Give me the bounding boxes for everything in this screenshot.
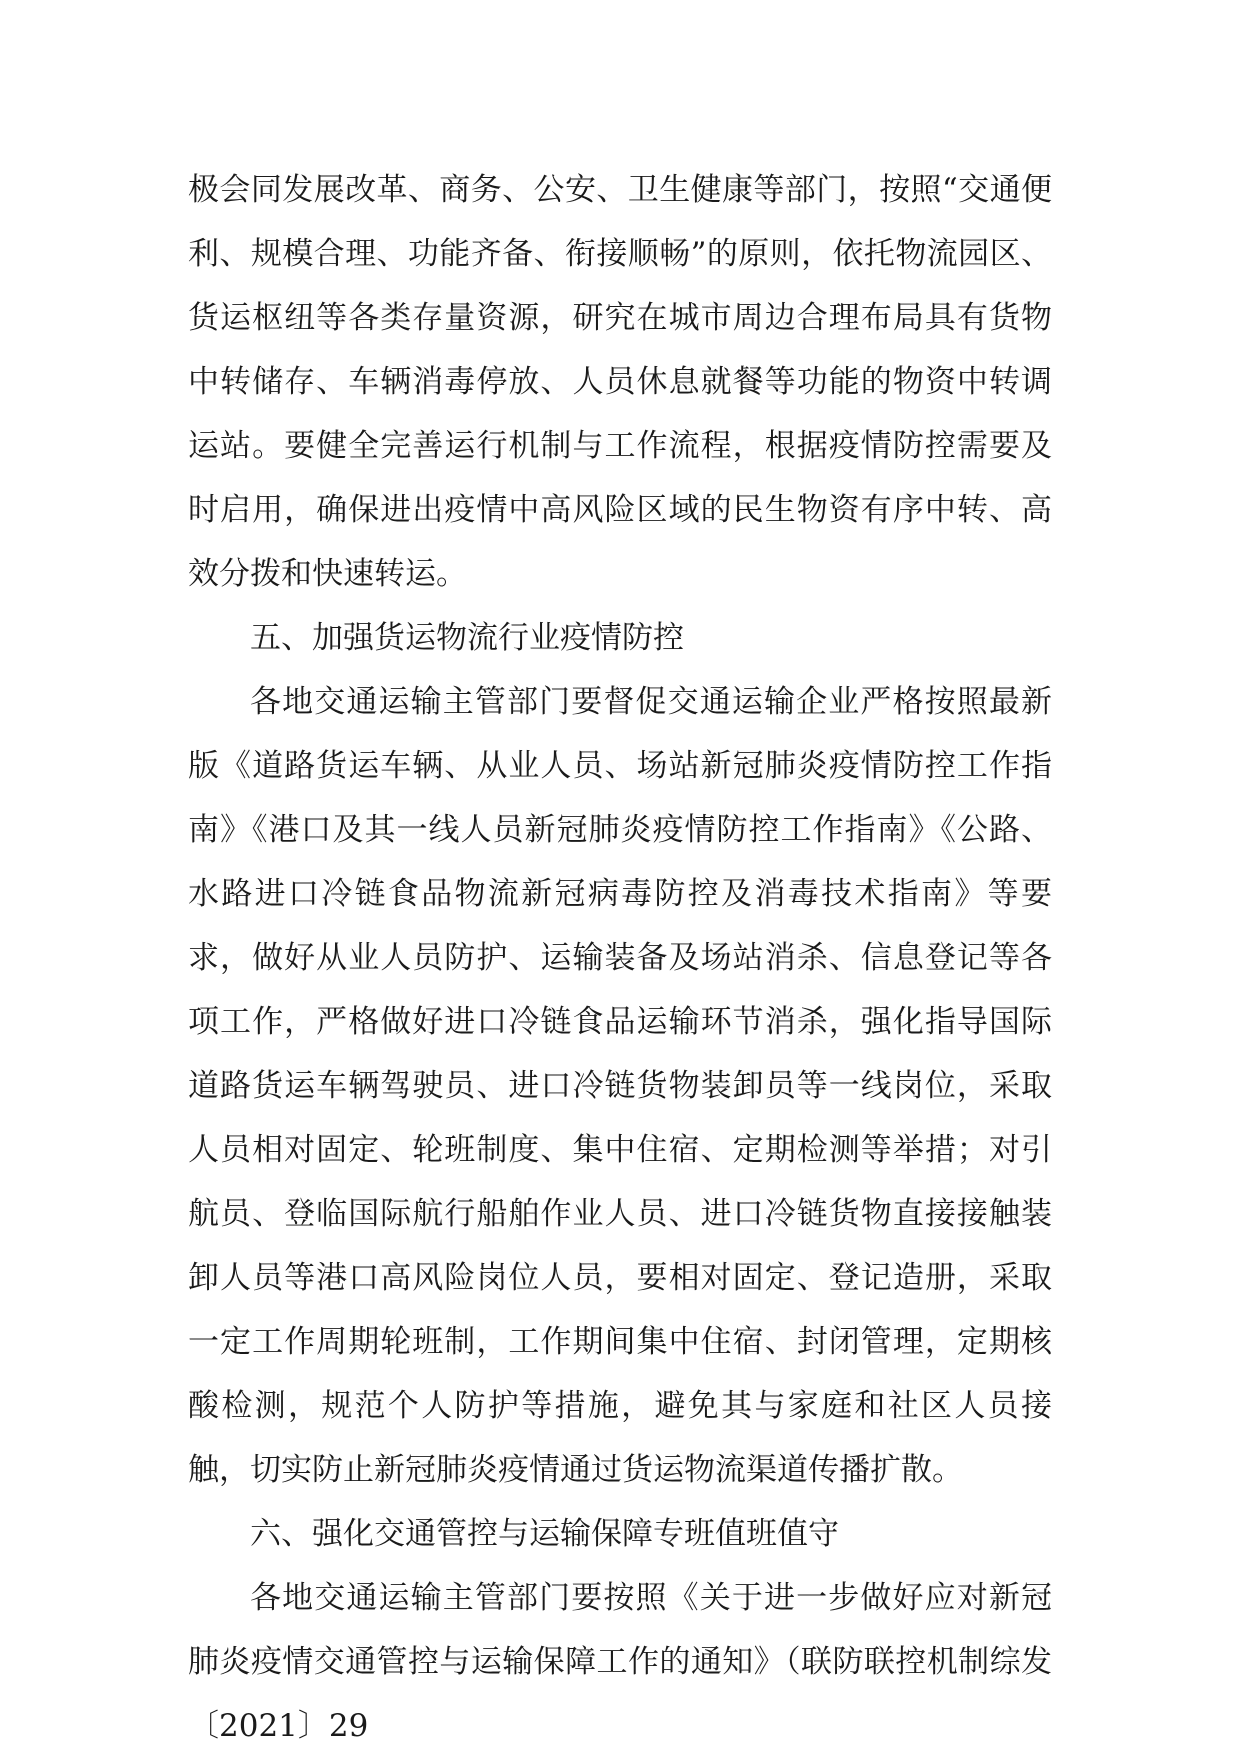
section-5-paragraph: 各地交通运输主管部门要督促交通运输企业严格按照最新版《道路货运车辆、从业人员、场站新冠肺炎疫情防控工作指南》《港口及其一线人员新冠肺炎疫情防控工作指南》《公路、水路进口冷链食品物流新冠病毒防控及消毒技术指南》等要求，做好从业人员防护、运输装备及场站消杀、信息登记等各项工作，严格做好进口冷链食品运输环节消杀，强化指导国际道路货运车辆驾驶员、进口冷链货物装卸员等一线岗位，采取人员相对固定、轮班制度、集中住宿、定期检测等举措；对引航员、登临国际航行船舶作业人员、进口冷链货物直接接触装卸人员等港口高风险岗位人员，要相对固定、登记造册，采取一定工作周期轮班制，工作期间集中住宿、封闭管理，定期核酸检测，规范个人防护等措施，避免其与家庭和社区人员接触，切实防止新冠肺炎疫情通过货运物流渠道传播扩散。 [188,684,1052,1488]
paragraph-continuation: 极会同发展改革、商务、公安、卫生健康等部门，按照“交通便利、规模合理、功能齐备、衔接顺畅”的原则，依托物流园区、货运枢纽等各类存量资源，研究在城市周边合理布局具有货物中转储存、车辆消毒停放、人员休息就餐等功能的物资中转调运站。要健全完善运行机制与工作流程，根据疫情防控需要及时启用，确保进出疫情中高风险区域的民生物资有序中转、高效分拨和快速转运。 [188,172,1052,592]
document-body [188,158,1052,1758]
section-5-heading: 五、加强货运物流行业疫情防控 [250,620,684,656]
section-6-paragraph: 各地交通运输主管部门要按照《关于进一步做好应对新冠肺炎疫情交通管控与运输保障工作的通知》（联防联控机制综发〔2021〕29 [188,1580,1052,1744]
section-6-heading: 六、强化交通管控与运输保障专班值班值守 [250,1516,839,1552]
